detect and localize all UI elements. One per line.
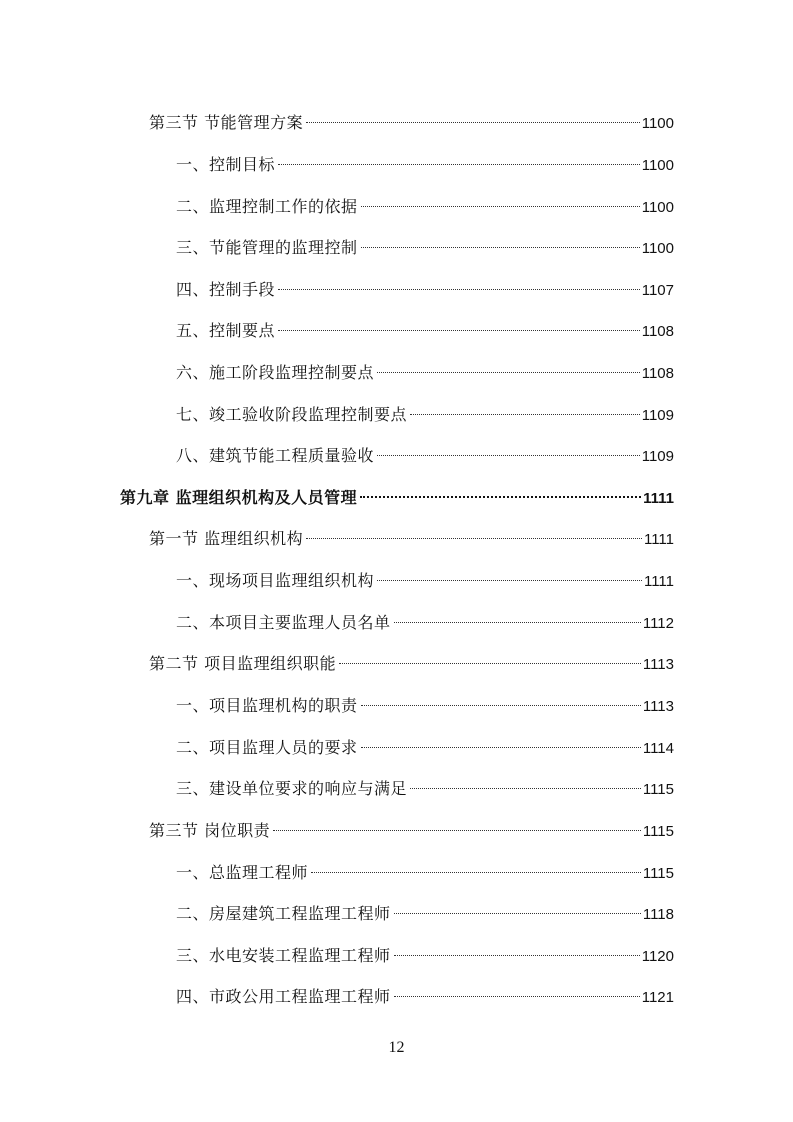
toc-entry[interactable] [176, 564, 674, 590]
toc-leader-dots [278, 314, 640, 336]
toc-leader-dots [361, 190, 640, 212]
toc-entry-label: 五、控制要点 [176, 321, 276, 340]
toc-leader-dots [377, 356, 640, 378]
toc-entry[interactable] [149, 647, 674, 673]
toc-entry[interactable] [176, 980, 674, 1006]
toc-leader-dots [306, 106, 640, 128]
toc-entry[interactable] [176, 314, 674, 340]
toc-leader-dots [361, 731, 641, 753]
toc-entry-label: 一、现场项目监理组织机构 [176, 571, 375, 590]
toc-leader-dots [377, 564, 642, 586]
toc-leader-dots [339, 647, 641, 669]
toc-entry-page: 1108 [641, 365, 674, 382]
toc-entry-page: 1100 [641, 157, 674, 174]
toc-entry-label: 第二节 项目监理组织职能 [149, 654, 337, 673]
toc-entry-page: 1115 [642, 865, 674, 882]
toc-leader-dots [273, 814, 641, 836]
toc-entry-label: 三、水电安装工程监理工程师 [176, 946, 391, 965]
toc-entry[interactable] [176, 398, 674, 424]
toc-entry-page: 1109 [641, 407, 674, 424]
toc-leader-dots [306, 522, 642, 544]
toc-leader-dots [311, 856, 641, 878]
toc-leader-dots [361, 231, 640, 253]
toc-entry-label: 第一节 监理组织机构 [149, 529, 304, 548]
toc-entry[interactable] [176, 148, 674, 174]
toc-entry[interactable] [176, 606, 674, 632]
toc-entry-page: 1114 [642, 740, 674, 757]
toc-entry-page: 1115 [642, 781, 674, 798]
toc-leader-dots [394, 897, 641, 919]
toc-entry[interactable] [176, 439, 674, 465]
toc-entry-label: 一、控制目标 [176, 155, 276, 174]
toc-entry-page: 1108 [641, 323, 674, 340]
toc-entry-label: 第九章 监理组织机构及人员管理 [120, 488, 358, 507]
toc-entry-page: 1120 [641, 948, 674, 965]
toc-leader-dots [394, 980, 640, 1002]
toc-entry-page: 1113 [642, 698, 674, 715]
toc-entry-label: 二、房屋建筑工程监理工程师 [176, 904, 391, 923]
toc-leader-dots [278, 148, 640, 170]
toc-entry[interactable] [176, 356, 674, 382]
toc-entry[interactable] [176, 939, 674, 965]
toc-entry[interactable] [149, 814, 674, 840]
toc-entry-page: 1111 [643, 573, 674, 590]
toc-leader-dots [394, 606, 641, 628]
toc-chapter-entry[interactable] [120, 481, 674, 507]
toc-entry[interactable] [176, 231, 674, 257]
toc-entry[interactable] [176, 273, 674, 299]
toc-entry-page: 1118 [642, 906, 674, 923]
toc-entry[interactable] [176, 190, 674, 216]
toc-entry-page: 1121 [641, 989, 674, 1006]
toc-entry[interactable] [176, 772, 674, 798]
toc-entry-label: 二、监理控制工作的依据 [176, 197, 358, 216]
toc-entry-label: 四、控制手段 [176, 280, 276, 299]
toc-leader-dots [377, 439, 640, 461]
toc-entry-page: 1113 [642, 656, 674, 673]
toc-entry-label: 第三节 岗位职责 [149, 821, 271, 840]
toc-leader-dots [360, 481, 641, 503]
toc-leader-dots [361, 689, 641, 711]
toc-entry-label: 二、项目监理人员的要求 [176, 738, 358, 757]
toc-entry-page: 1100 [641, 199, 674, 216]
toc-entry-page: 1109 [641, 448, 674, 465]
toc-entry-page: 1112 [642, 615, 674, 632]
toc-entry-page: 1100 [641, 115, 674, 132]
toc-entry-label: 六、施工阶段监理控制要点 [176, 363, 375, 382]
toc-leader-dots [394, 939, 640, 961]
toc-entry-label: 二、本项目主要监理人员名单 [176, 613, 391, 632]
toc-entry-label: 三、建设单位要求的响应与满足 [176, 779, 408, 798]
toc-leader-dots [278, 273, 640, 295]
toc-entry-page: 1115 [642, 823, 674, 840]
toc-entry[interactable] [176, 856, 674, 882]
toc-entry-label: 八、建筑节能工程质量验收 [176, 446, 375, 465]
toc-entry-label: 三、节能管理的监理控制 [176, 238, 358, 257]
toc-entry[interactable] [176, 689, 674, 715]
toc-entry-label: 一、项目监理机构的职责 [176, 696, 358, 715]
toc-entry[interactable] [149, 106, 674, 132]
toc-entry[interactable] [176, 731, 674, 757]
page-number: 12 [388, 1039, 405, 1056]
toc-entry-page: 1111 [643, 531, 674, 548]
toc-entry-label: 一、总监理工程师 [176, 863, 309, 882]
toc-leader-dots [410, 398, 640, 420]
toc-leader-dots [410, 772, 641, 794]
toc-entry-label: 四、市政公用工程监理工程师 [176, 987, 391, 1006]
toc-entry[interactable] [149, 522, 674, 548]
toc-entry-label: 七、竣工验收阶段监理控制要点 [176, 405, 408, 424]
toc-entry[interactable] [176, 897, 674, 923]
toc-entry-page: 1111 [643, 490, 674, 507]
toc-entry-page: 1100 [641, 240, 674, 257]
toc-entry-page: 1107 [641, 282, 674, 299]
toc-entry-label: 第三节 节能管理方案 [149, 113, 304, 132]
